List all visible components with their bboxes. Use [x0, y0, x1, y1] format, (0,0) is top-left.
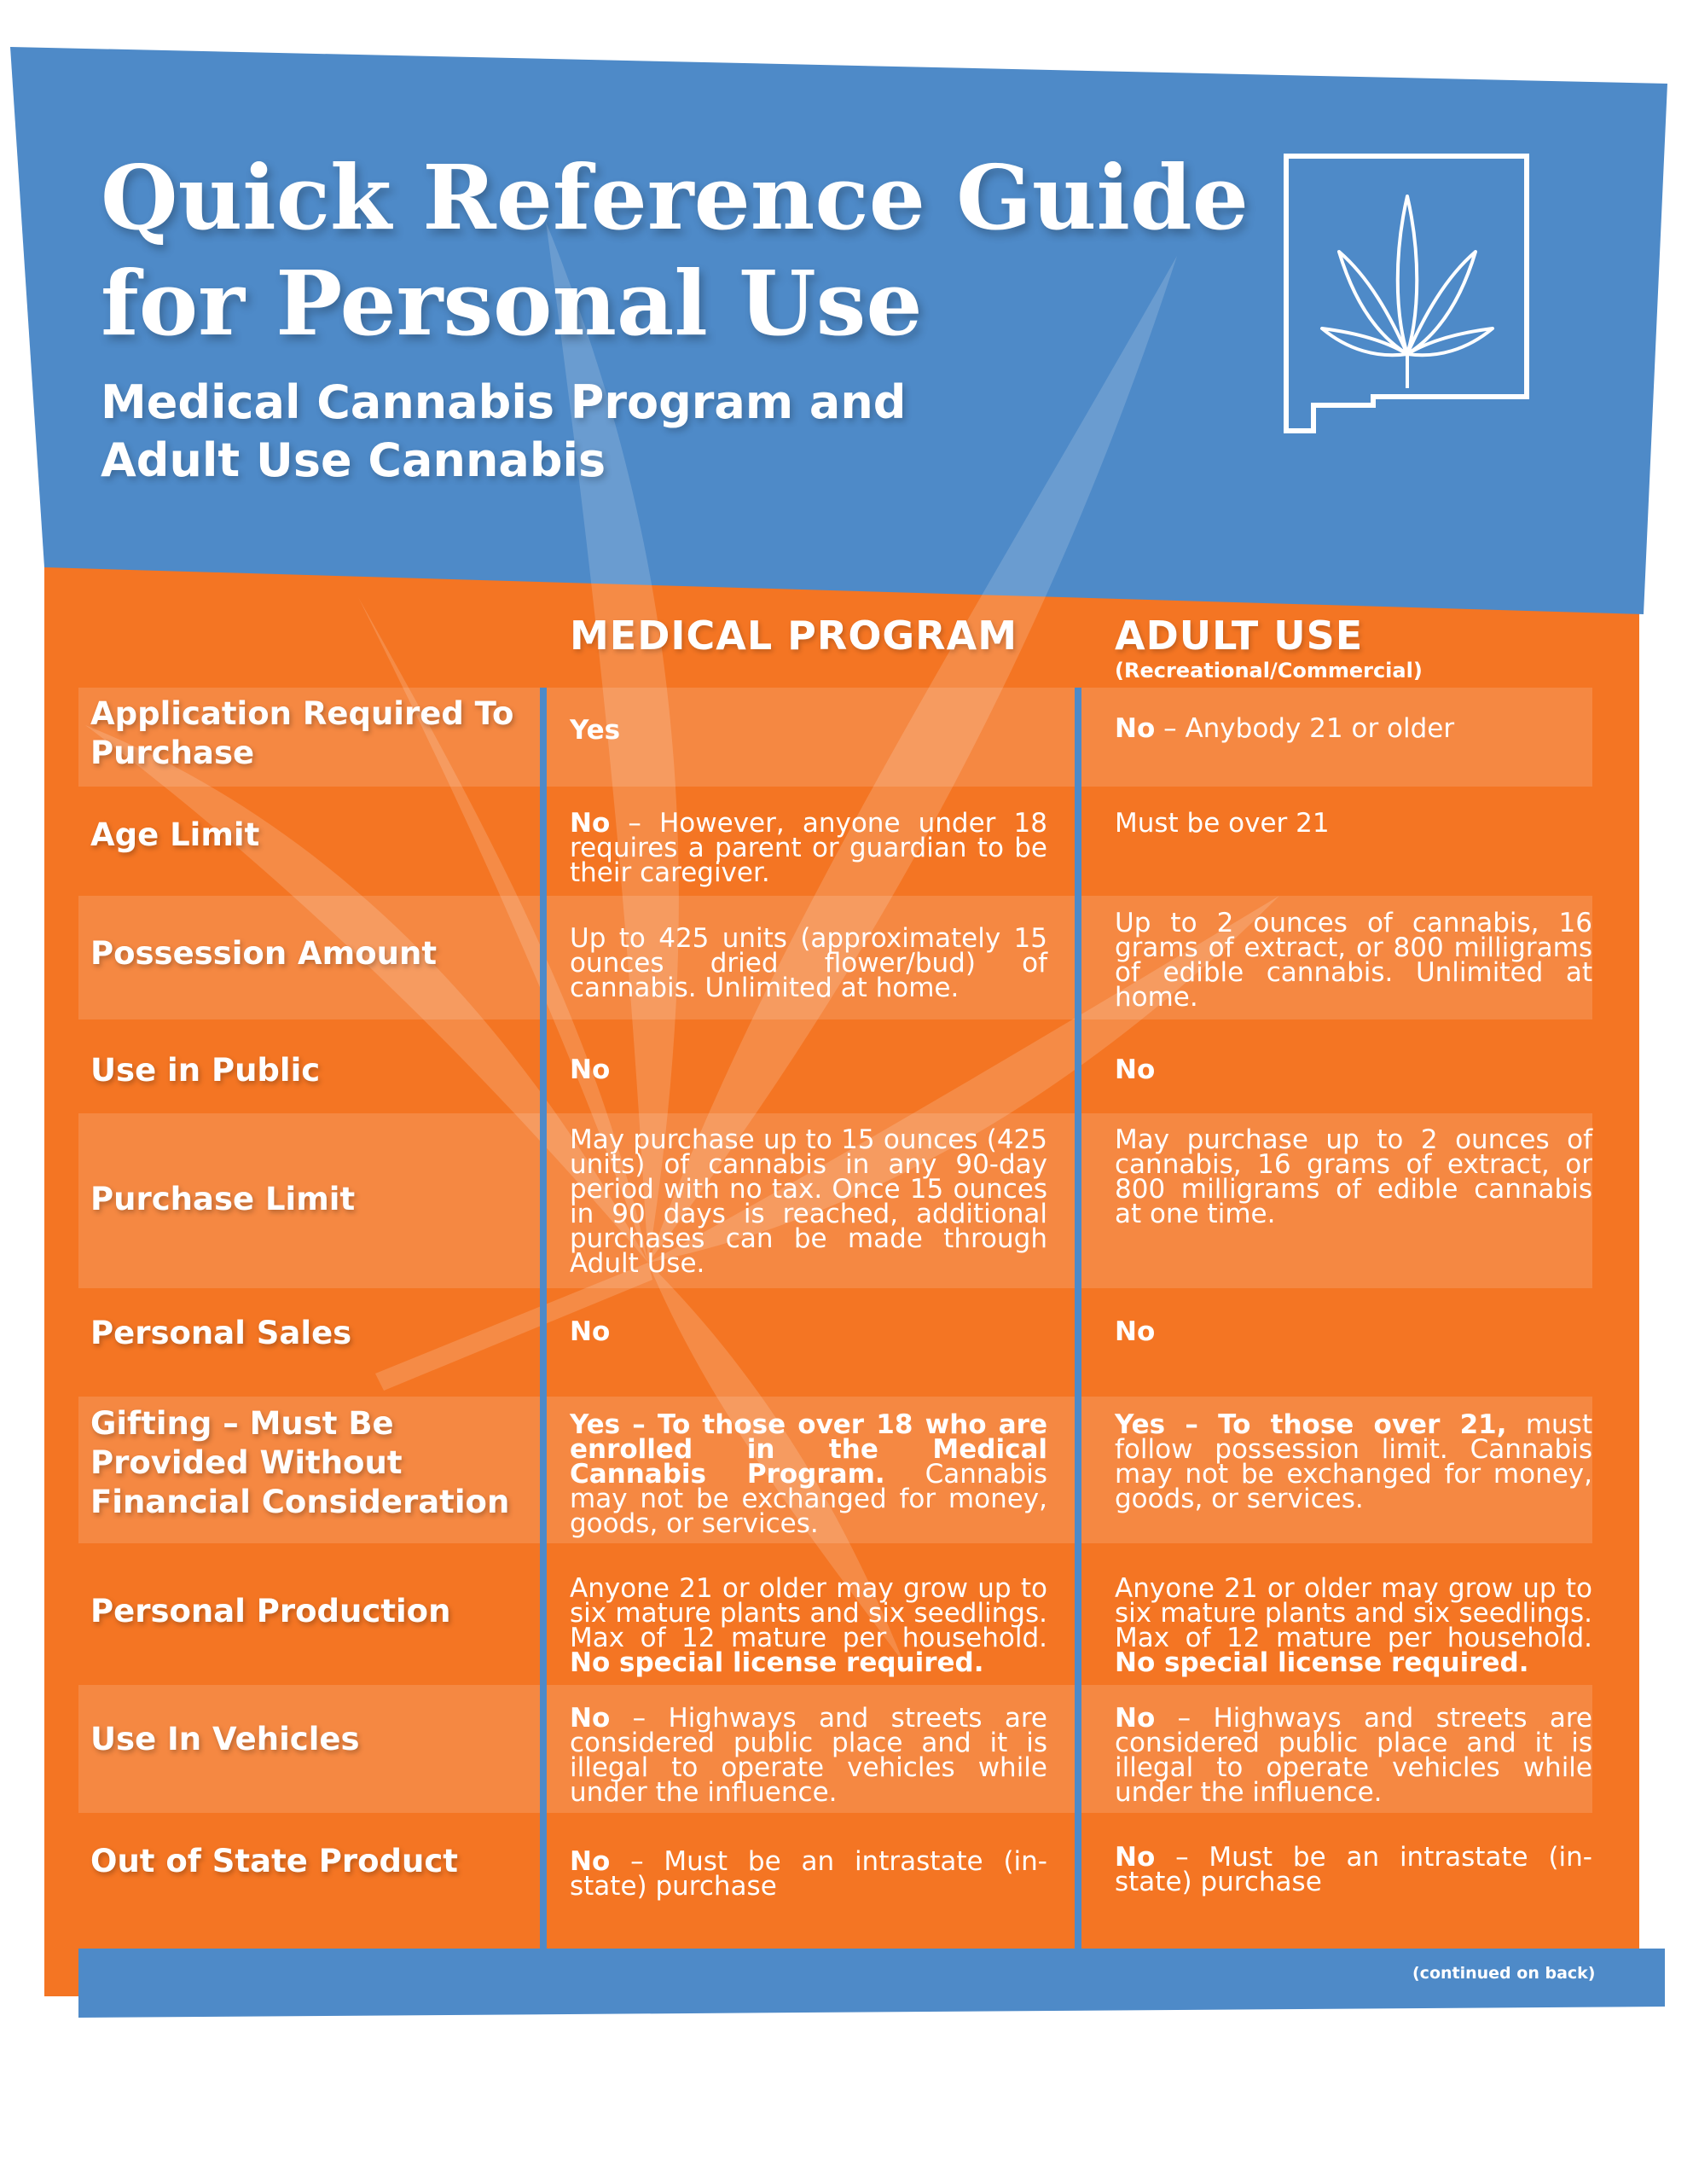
new-mexico-cannabis-leaf-icon [1279, 149, 1535, 439]
row-label-possession: Possession Amount [90, 935, 438, 972]
medical-cell-use-in-vehicles: No – Highways and streets are considered public place and it is illegal to operate vehicles while under the influence. [570, 1703, 1047, 1808]
medical-cell-personal-sales: No [570, 1316, 611, 1347]
continued-note: (continued on back) [1412, 1964, 1596, 1983]
row-label-out-of-state: Out of State Product [90, 1843, 458, 1879]
row-label-personal-production: Personal Production [90, 1593, 451, 1629]
title-line-1: Quick Reference Guide [101, 145, 1249, 250]
medical-cell-gifting: Yes – To those over 18 who are enrolled in the Medical Cannabis Program. Cannabis may not be exchanged for money, goods, or services. [570, 1409, 1047, 1539]
row-label-personal-sales: Personal Sales [90, 1315, 352, 1351]
adult-cell-possession: Up to 2 ounces of cannabis, 16 grams of extract, or 800 milligrams of edible cannabis. Unlimited at home. [1115, 908, 1592, 1013]
medical-cell-application: Yes [570, 715, 621, 746]
row-label-age-limit: Age Limit [90, 816, 260, 853]
medical-cell-use-in-public: No [570, 1054, 611, 1085]
adult-cell-age-limit: Must be over 21 [1115, 808, 1330, 839]
adult-cell-personal-sales: No [1115, 1316, 1156, 1347]
row-label-purchase-limit: Purchase Limit [90, 1181, 356, 1217]
row-label-gifting: Gifting – Must Be Provided Without Financial Consideration [90, 1405, 510, 1520]
title-line-2: for Personal Use [101, 251, 923, 356]
adult-cell-personal-production: Anyone 21 or older may grow up to six mature plants and six seedlings. Max of 12 mature per household. No special license required. [1115, 1573, 1592, 1678]
bottom-blue-band [78, 1949, 1665, 2018]
row-label-application: Application Required To Purchase [90, 695, 514, 771]
subtitle-line-2: Adult Use Cannabis [101, 433, 606, 487]
row-label-use-in-vehicles: Use In Vehicles [90, 1721, 360, 1757]
page-title [101, 145, 1249, 357]
row-label-use-in-public: Use in Public [90, 1052, 321, 1089]
adult-use-heading: ADULT USE [1115, 613, 1364, 659]
medical-cell-age-limit: No – However, anyone under 18 requires a parent or guardian to be their caregiver. [570, 808, 1047, 888]
page-subtitle [101, 374, 906, 490]
subtitle-line-1: Medical Cannabis Program and [101, 375, 907, 429]
adult-cell-out-of-state: No – Must be an intrastate (in-state) purchase [1115, 1842, 1592, 1897]
adult-cell-purchase-limit: May purchase up to 2 ounces of cannabis, 16 grams of extract, or 800 milligrams of edible cannabis at one time. [1115, 1124, 1592, 1229]
medical-cell-possession: Up to 425 units (approximately 15 ounces dried flower/bud) of cannabis. Unlimited at home. [570, 923, 1047, 1003]
medical-cell-out-of-state: No – Must be an intrastate (in-state) purchase [570, 1846, 1047, 1902]
adult-column-divider [1075, 688, 1081, 1949]
medical-cell-personal-production: Anyone 21 or older may grow up to six mature plants and six seedlings. Max of 12 mature per household. No special license required. [570, 1573, 1047, 1678]
adult-cell-use-in-public: No [1115, 1054, 1156, 1085]
adult-cell-use-in-vehicles: No – Highways and streets are considered public place and it is illegal to operate vehicles while under the influence. [1115, 1703, 1592, 1808]
adult-use-subheading: (Recreational/Commercial) [1115, 659, 1423, 682]
medical-column-divider [540, 688, 547, 1949]
medical-program-heading: MEDICAL PROGRAM [570, 613, 1018, 659]
adult-cell-gifting: Yes – To those over 21, must follow possession limit. Cannabis may not be exchanged for money, goods, or services. [1115, 1409, 1592, 1514]
medical-cell-purchase-limit: May purchase up to 15 ounces (425 units) of cannabis in any 90-day period with no tax. Once 15 ounces in 90 days is reached, additional purchases can be made through Adult Use. [570, 1124, 1047, 1279]
adult-cell-application: No – Anybody 21 or older [1115, 713, 1455, 744]
